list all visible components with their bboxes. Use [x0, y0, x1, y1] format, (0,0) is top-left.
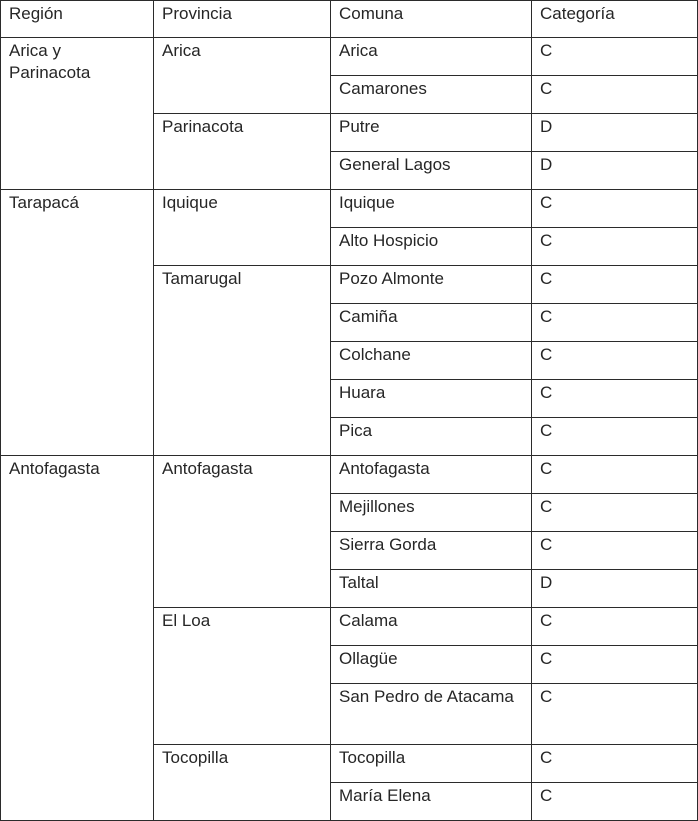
categoria-cell: C	[532, 266, 698, 304]
comuna-cell: Iquique	[331, 190, 532, 228]
categoria-cell: C	[532, 494, 698, 532]
comuna-cell: Pica	[331, 418, 532, 456]
provincia-cell: Tamarugal	[154, 266, 331, 456]
table-row	[1, 190, 698, 228]
comuna-cell: Tocopilla	[331, 745, 532, 783]
provincia-cell: Tocopilla	[154, 745, 331, 821]
comuna-cell: Pozo Almonte	[331, 266, 532, 304]
comuna-cell: Putre	[331, 114, 532, 152]
table-row	[1, 456, 698, 494]
region-cell: Tarapacá	[1, 190, 154, 456]
categoria-cell: C	[532, 684, 698, 745]
header-categoria: Categoría	[532, 1, 698, 38]
header-provincia: Provincia	[154, 1, 331, 38]
comuna-cell: Camiña	[331, 304, 532, 342]
table-body	[1, 38, 698, 821]
categoria-cell: D	[532, 114, 698, 152]
comuna-cell: San Pedro de Atacama	[331, 684, 532, 745]
header-comuna: Comuna	[331, 1, 532, 38]
provincia-cell: El Loa	[154, 608, 331, 745]
provincia-cell: Arica	[154, 38, 331, 114]
comuna-cell: Huara	[331, 380, 532, 418]
comuna-cell: Colchane	[331, 342, 532, 380]
comuna-cell: Mejillones	[331, 494, 532, 532]
categoria-cell: C	[532, 456, 698, 494]
categoria-cell: C	[532, 532, 698, 570]
categoria-cell: C	[532, 608, 698, 646]
categoria-cell: C	[532, 190, 698, 228]
categoria-cell: C	[532, 380, 698, 418]
comuna-cell: General Lagos	[331, 152, 532, 190]
categoria-cell: D	[532, 570, 698, 608]
categoria-cell: C	[532, 304, 698, 342]
comuna-cell: Calama	[331, 608, 532, 646]
categoria-cell: C	[532, 745, 698, 783]
provincia-cell: Iquique	[154, 190, 331, 266]
categoria-cell: C	[532, 418, 698, 456]
comuna-cell: Taltal	[331, 570, 532, 608]
categoria-cell: C	[532, 38, 698, 76]
categoria-cell: C	[532, 228, 698, 266]
categoria-cell: C	[532, 646, 698, 684]
region-cell: Antofagasta	[1, 456, 154, 821]
comuna-cell: Ollagüe	[331, 646, 532, 684]
provincia-cell: Parinacota	[154, 114, 331, 190]
comuna-cell: Camarones	[331, 76, 532, 114]
comuna-cell: Alto Hospicio	[331, 228, 532, 266]
comuna-cell: María Elena	[331, 783, 532, 821]
categoria-cell: C	[532, 783, 698, 821]
categoria-cell: C	[532, 342, 698, 380]
table-row	[1, 38, 698, 76]
comuna-cell: Sierra Gorda	[331, 532, 532, 570]
provincia-cell: Antofagasta	[154, 456, 331, 608]
categoria-cell: C	[532, 76, 698, 114]
header-row	[1, 1, 698, 38]
comuna-cell: Antofagasta	[331, 456, 532, 494]
comuna-cell: Arica	[331, 38, 532, 76]
region-cell: Arica y Parinacota	[1, 38, 154, 190]
header-region: Región	[1, 1, 154, 38]
categoria-cell: D	[532, 152, 698, 190]
